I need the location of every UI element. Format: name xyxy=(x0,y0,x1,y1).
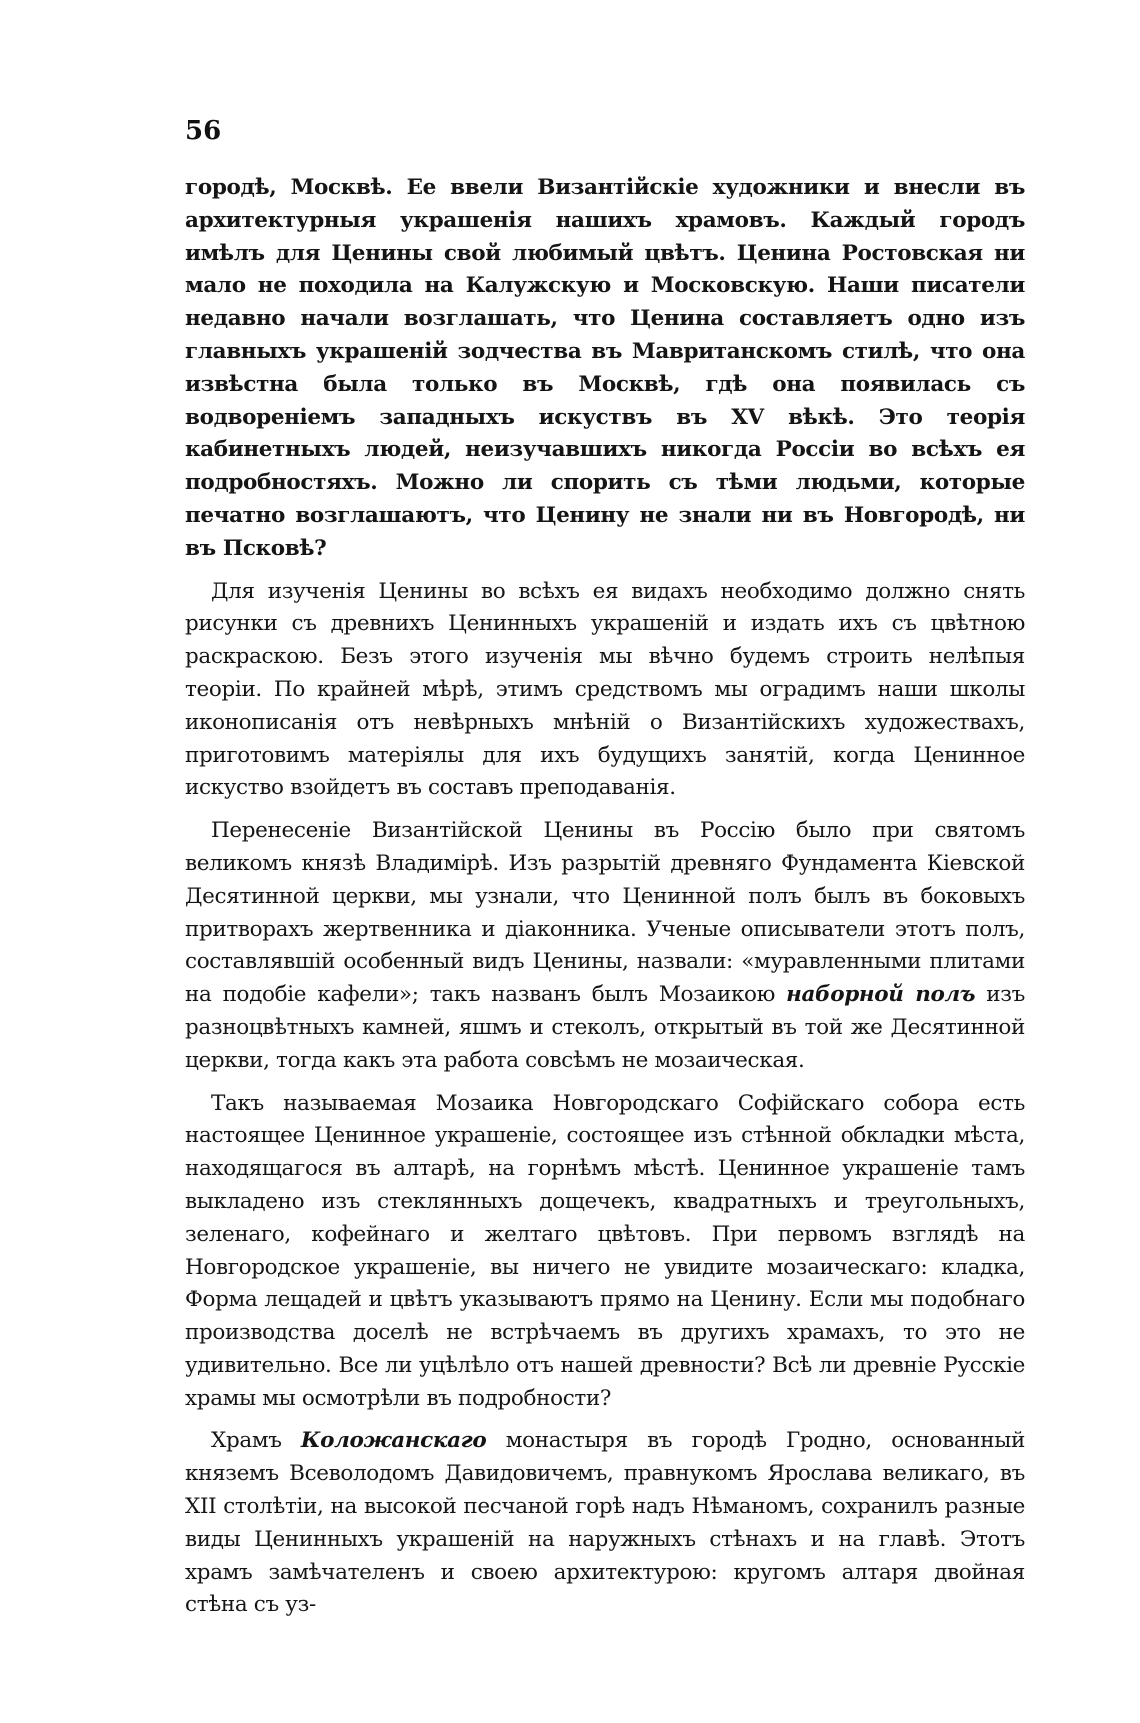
page-number: 56 xyxy=(185,116,222,146)
paragraph-text: Такъ называемая Мозаика Новгородскаго Софійскаго собора есть настоящее Ценинное украшеніе, состоящее изъ стѣнной обкладки мѣста, находящагося въ алтарѣ, на горнѣмъ мѣстѣ. Ценинное украшеніе тамъ выкладено изъ стеклянныхъ дощечекъ, квадратныхъ и треугольныхъ, зеленаго, кофейнаго и желтаго цвѣтовъ. При первомъ взглядѣ на Новгородское украшеніе, вы ничего не увидите мозаическаго: кладка, Форма лещадей и цвѣтъ указываютъ прямо на Ценину. Если мы подобнаго производства доселѣ не встрѣчаемъ въ другихъ храмахъ, то это не удивительно. Все ли уцѣлѣло отъ нашей древности? Всѣ ли древніе Русскіе храмы мы осмотрѣли въ подробности? xyxy=(185,1090,1025,1411)
paragraph-text: изъ разноцвѣтныхъ камней, яшмъ и стеколъ, открытый въ той же Десятинной церкви, тогда какъ эта работа совсѣмъ не мозаическая. xyxy=(185,982,1025,1073)
paragraph-text: Для изученія Ценины во всѣхъ ея видахъ необходимо должно снять рисунки съ древнихъ Ценинныхъ украшеній и издать ихъ съ цвѣтною раскраскою. Безъ этого изученія мы вѣчно будемъ строить нелѣпыя теоріи. По крайней мѣрѣ, этимъ средствомъ мы оградимъ наши школы иконописанія отъ невѣрныхъ мнѣній о Византійскихъ художествахъ, приготовимъ матеріялы для ихъ будущихъ занятій, когда Ценинное искуство взойдетъ въ составъ преподаванія. xyxy=(185,578,1025,801)
italic-term: наборной полъ xyxy=(786,982,976,1008)
body-text xyxy=(185,172,1025,1622)
paragraph-text: городѣ, Москвѣ. Ее ввели Византійскіе художники и внесли въ архитектурныя украшенія нашихъ храмовъ. Каждый городъ имѣлъ для Ценины свой любимый цвѣтъ. Ценина Ростовская ни мало не походила на Калужскую и Московскую. Наши писатели недавно начали возглашать, что Ценина составляетъ одно изъ главныхъ украшеній зодчества въ Мавританскомъ стилѣ, что она извѣстна была только въ Москвѣ, гдѣ она появилась съ водвореніемъ западныхъ искуствъ въ XV вѣкѣ. Это теорія кабинетныхъ людей, неизучавшихъ никогда Россіи во всѣхъ ея подробностяхъ. Можно ли спорить съ тѣми людьми, которые печатно возглашаютъ, что Ценину не знали ни въ Новгородѣ, ни въ Псковѣ? xyxy=(185,175,1025,561)
paragraph-2 xyxy=(185,576,1025,806)
paragraph-1 xyxy=(185,172,1025,566)
paragraph-text: монастыря въ городѣ Гродно, основанный княземъ Всеволодомъ Давидовичемъ, правнукомъ Ярослава великаго, въ XII столѣтіи, на высокой песчаной горѣ надъ Нѣманомъ, сохранилъ разные виды Ценинныхъ украшеній на наружныхъ стѣнахъ и на главѣ. Этотъ храмъ замѣчателенъ и своею архитектурою: кругомъ алтаря двойная стѣна съ уз- xyxy=(185,1428,1026,1618)
paragraph-3 xyxy=(185,815,1025,1077)
italic-term: Коложанскаго xyxy=(300,1428,487,1454)
paragraph-5 xyxy=(185,1425,1025,1622)
paragraph-text: Перенесеніе Византійской Ценины въ Россію было при святомъ великомъ князѣ Владимірѣ. Изъ разрытій древняго Фундамента Кіевской Десятинной церкви, мы узнали, что Ценинной полъ былъ въ боковыхъ притворахъ жертвенника и діаконника. Ученые описыватели этотъ полъ, составлявшій особенный видъ Ценины, назвали: «муравленными плитами на подобіе кафели»; такъ названъ былъ Мозаикою xyxy=(185,818,1025,1008)
paragraph-text: Храмъ xyxy=(211,1428,301,1454)
paragraph-4 xyxy=(185,1088,1025,1416)
